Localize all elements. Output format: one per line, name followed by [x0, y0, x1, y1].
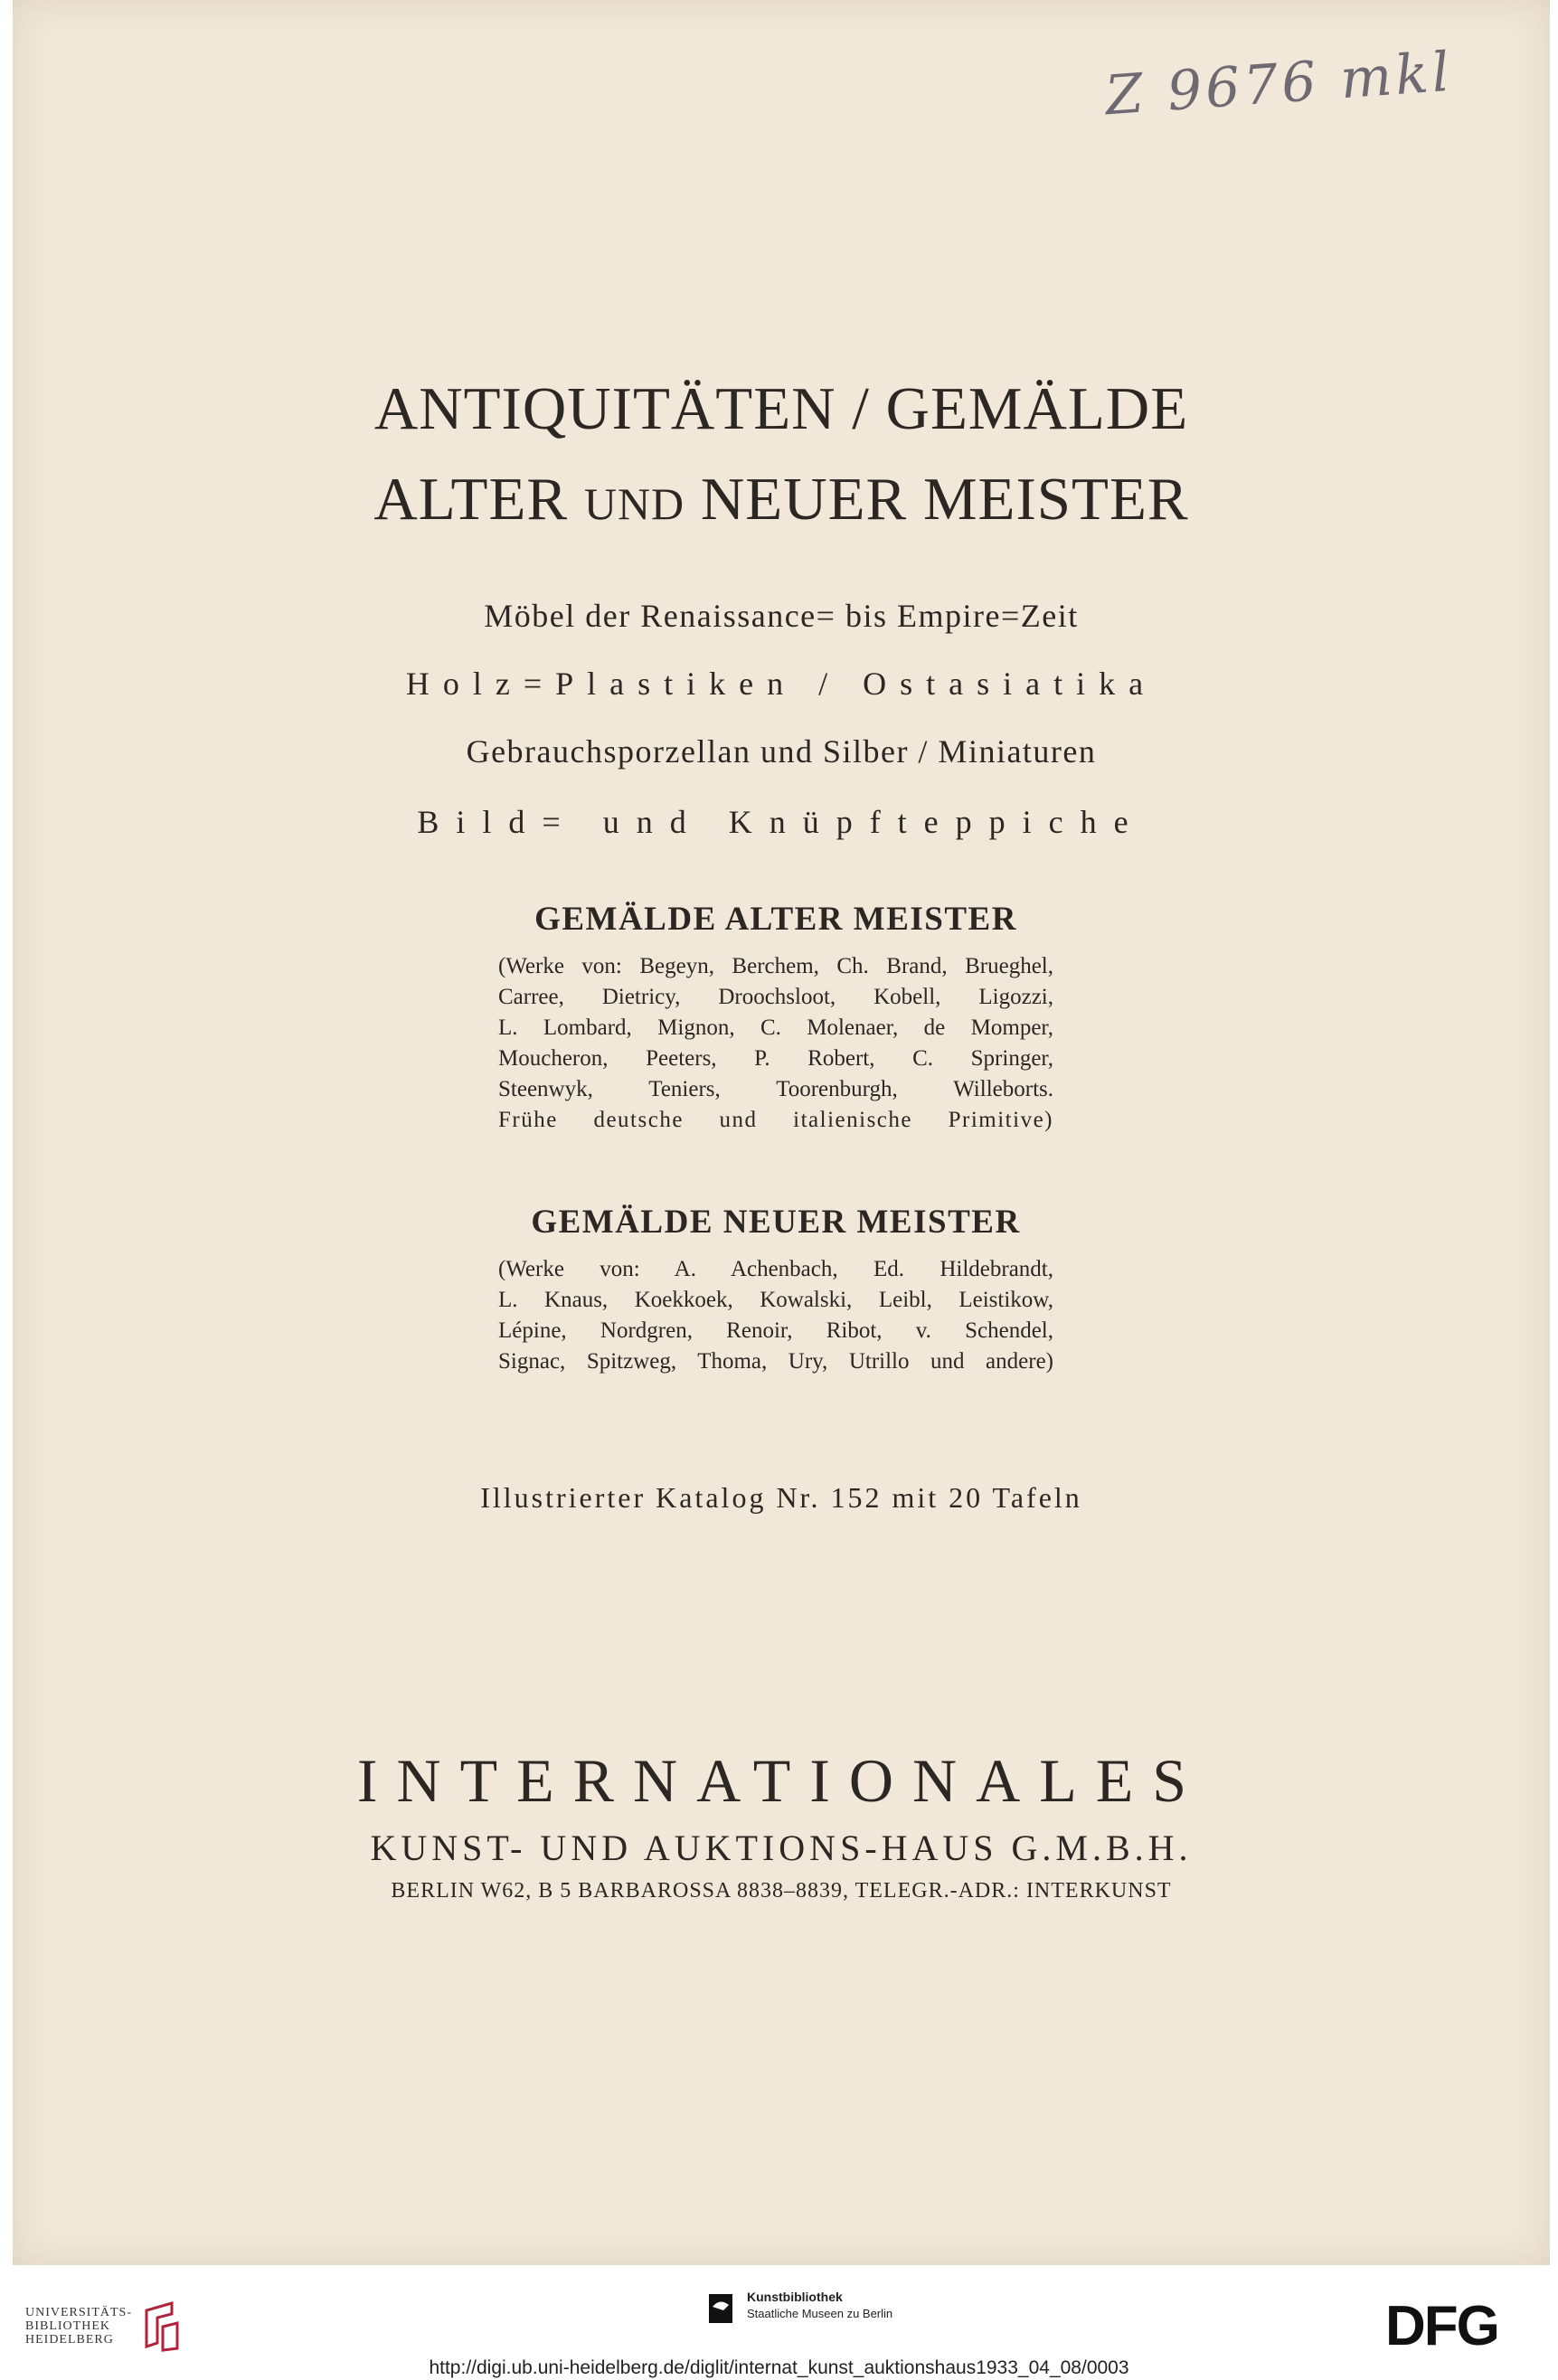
firm-name: INTERNATIONALES	[356, 1746, 1206, 1815]
permalink-url[interactable]: http://digi.ub.uni-heidelberg.de/diglit/internat_kunst_auktionshaus1933_04_08/0003	[429, 2357, 1129, 2378]
handwritten-shelfmark: Z 9676 mkl	[1103, 40, 1455, 128]
old-masters-line: L. Lombard, Mignon, C. Molenaer, de Momper,	[498, 1015, 1053, 1040]
subject-porcelain: Gebrauchsporzellan und Silber / Miniaturen	[466, 733, 1097, 770]
catalog-note: Illustrierter Katalog Nr. 152 mit 20 Tafeln	[480, 1481, 1082, 1514]
kb-subtitle: Staatliche Museen zu Berlin	[747, 2307, 893, 2320]
old-masters-line: Frühe deutsche und italienische Primitive)	[498, 1108, 1053, 1132]
old-masters-line: Steenwyk, Teniers, Toorenburgh, Willeborts.	[498, 1077, 1053, 1101]
scanned-page	[13, 0, 1550, 2265]
ub-line: BIBLIOTHEK	[25, 2319, 110, 2333]
digitization-footer	[0, 2265, 1558, 2380]
old-masters-line: Carree, Dietricy, Droochsloot, Kobell, Ligozzi,	[498, 985, 1053, 1009]
ub-line: UNIVERSITÄTS-	[25, 2305, 132, 2319]
kunstbibliothek-text	[747, 2289, 892, 2322]
new-masters-line: Lépine, Nordgren, Renoir, Ribot, v. Schendel,	[498, 1318, 1053, 1343]
title-line-1: ANTIQUITÄTEN / GEMÄLDE	[373, 375, 1189, 442]
title-word-und: UND	[583, 478, 685, 529]
old-masters-line: Moucheron, Peeters, P. Robert, C. Springer,	[498, 1046, 1053, 1071]
ub-line: HEIDELBERG	[25, 2332, 114, 2347]
title-line-2	[13, 465, 1550, 534]
new-masters-heading: GEMÄLDE NEUER MEISTER	[531, 1204, 1021, 1241]
old-masters-section	[498, 901, 1053, 1136]
kunstbibliothek-emblem-icon	[709, 2289, 736, 2325]
old-masters-heading: GEMÄLDE ALTER MEISTER	[534, 901, 1017, 938]
title-word-alter: ALTER	[373, 466, 569, 533]
subject-furniture: Möbel der Renaissance= bis Empire=Zeit	[484, 598, 1079, 634]
firm-address: BERLIN W62, B 5 BARBAROSSA 8838–8839, TELEGR.-ADR.: INTERKUNST	[391, 1879, 1172, 1903]
dfg-logo[interactable]: DFG	[1385, 2295, 1498, 2357]
new-masters-line: L. Knaus, Koekkoek, Kowalski, Leibl, Leistikow,	[498, 1288, 1053, 1312]
firm-subtitle: KUNST- UND AUKTIONS-HAUS G.M.B.H.	[370, 1828, 1193, 1868]
ub-emblem-icon	[141, 2300, 183, 2352]
ub-heidelberg-text	[25, 2306, 132, 2347]
subject-sculpture: Holz=Plastiken / Ostasiatika	[405, 666, 1157, 702]
old-masters-line: (Werke von: Begeyn, Berchem, Ch. Brand, Brueghel,	[498, 954, 1053, 978]
kb-title: Kunstbibliothek	[747, 2290, 843, 2304]
new-masters-section	[498, 1204, 1053, 1377]
ub-heidelberg-logo[interactable]	[25, 2300, 183, 2352]
new-masters-line: (Werke von: A. Achenbach, Ed. Hildebrandt,	[498, 1257, 1053, 1281]
new-masters-line: Signac, Spitzweg, Thoma, Ury, Utrillo und andere)	[498, 1349, 1053, 1374]
subject-carpets: Bild= und Knüpfteppiche	[417, 804, 1146, 840]
title-words-neuer-meister: NEUER MEISTER	[700, 466, 1189, 533]
kunstbibliothek-logo[interactable]	[709, 2289, 892, 2325]
